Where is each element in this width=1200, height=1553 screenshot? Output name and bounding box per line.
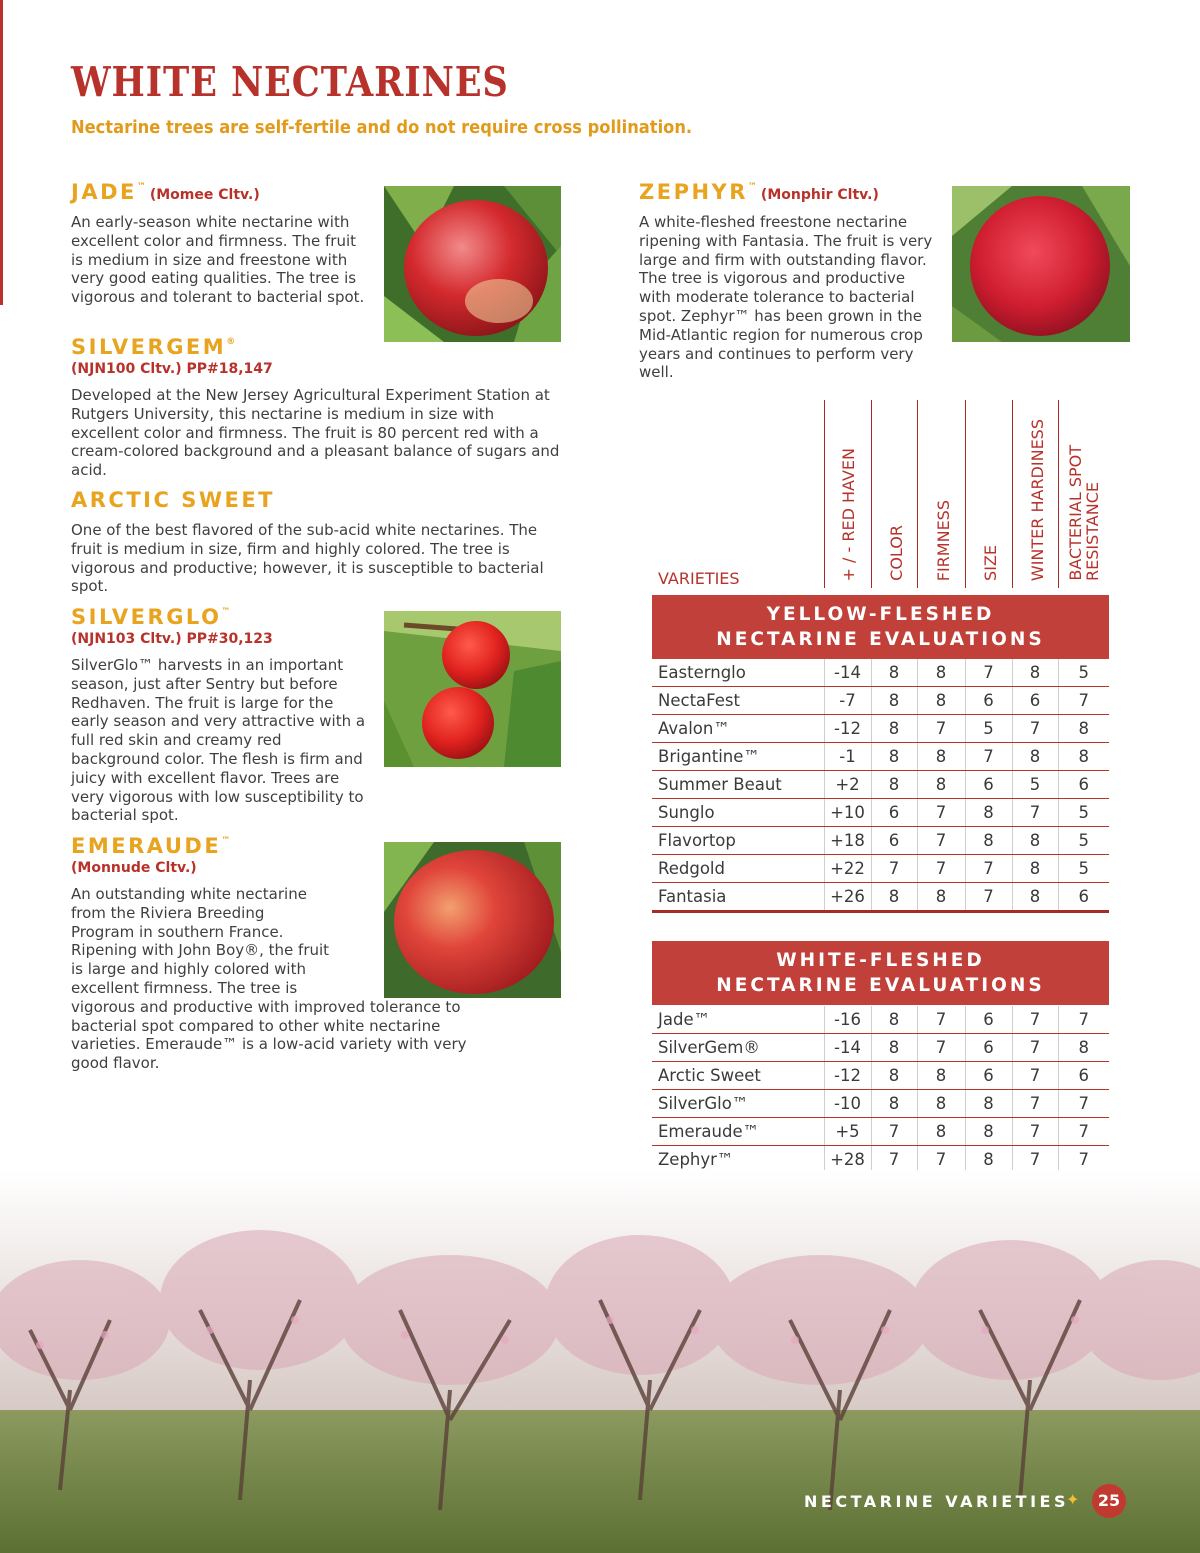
score-cell: -12 <box>824 715 871 743</box>
score-cell: 7 <box>1058 1146 1109 1175</box>
variety-silvergem <box>71 335 566 480</box>
table-row <box>652 855 1109 883</box>
score-cell: 7 <box>871 1118 917 1146</box>
score-cell: 5 <box>1058 855 1109 883</box>
table-row <box>652 687 1109 715</box>
score-cell: 8 <box>1058 743 1109 771</box>
variety-cell: Brigantine™ <box>652 743 824 771</box>
table-row <box>652 743 1109 771</box>
table-row <box>652 715 1109 743</box>
score-cell: 7 <box>1012 715 1058 743</box>
score-cell: 7 <box>965 743 1012 771</box>
score-cell: 8 <box>965 827 1012 855</box>
score-cell: 8 <box>917 1062 965 1090</box>
score-cell: 7 <box>1058 687 1109 715</box>
variety-cell: Zephyr™ <box>652 1146 824 1175</box>
table-row <box>652 1062 1109 1090</box>
score-cell: 7 <box>871 855 917 883</box>
band-title-line-2: NECTARINE EVALUATIONS <box>716 629 1045 650</box>
variety-description: A white-fleshed freestone nectarine ripening with Fantasia. The fruit is very large and firm with outstanding flavor. The tree is vigorous and productive with moderate tolerance to bacterial spot. Zephyr™ has been grown in the Mid-Atlantic region for numerous crop years and continues to perform very well. <box>639 213 933 382</box>
score-cell: 7 <box>1012 799 1058 827</box>
variety-cell: Summer Beaut <box>652 771 824 799</box>
score-cell: 7 <box>965 855 1012 883</box>
score-cell: 8 <box>965 1090 1012 1118</box>
variety-cell: SilverGem® <box>652 1034 824 1062</box>
score-cell: -14 <box>824 1034 871 1062</box>
silverglo-nectarine-photo <box>384 611 561 767</box>
column-header-red-haven: + / - RED HAVEN <box>839 447 858 581</box>
variety-description: One of the best flavored of the sub-acid white nectarines. The fruit is medium in size, firm and highly colored. The tree is vigorous and productive; however, it is susceptible to bacterial spot. <box>71 521 544 596</box>
score-cell: 7 <box>1012 1146 1058 1175</box>
table-row <box>652 883 1109 912</box>
score-cell: -10 <box>824 1090 871 1118</box>
band-title-line-1: YELLOW-FLESHED <box>766 604 995 625</box>
score-cell: 7 <box>917 827 965 855</box>
band-title-line-1: WHITE-FLESHED <box>776 950 985 971</box>
table-row <box>652 1006 1109 1034</box>
band-title-line-2: NECTARINE EVALUATIONS <box>716 975 1045 996</box>
variety-cell: Redgold <box>652 855 824 883</box>
score-cell: 8 <box>917 1118 965 1146</box>
yellow-fleshed-band <box>652 595 1109 659</box>
variety-cell: Flavortop <box>652 827 824 855</box>
score-cell: +26 <box>824 883 871 912</box>
score-cell: 8 <box>917 659 965 687</box>
score-cell: 8 <box>917 883 965 912</box>
variety-cultivar: (NJN100 Cltv.) PP#18,147 <box>71 361 273 377</box>
score-cell: 8 <box>917 687 965 715</box>
variety-cell: SilverGlo™ <box>652 1090 824 1118</box>
variety-description: SilverGlo™ harvests in an important season, just after Sentry but before Redhaven. The fruit is large for the early season and very attractive with a full red skin and creamy red background color. The flesh is firm and juicy with excellent flavor. Trees are very vigorous with low susceptibility to bacterial spot. <box>71 656 366 825</box>
variety-description: Developed at the New Jersey Agricultural Experiment Station at Rutgers University, this nectarine is medium in size with excellent color and firmness. The fruit is 80 percent red with a cream-colored background and a pleasant balance of sugars and acid. <box>71 386 560 480</box>
star-icon: ✦ <box>1066 1490 1080 1509</box>
score-cell: 7 <box>871 1146 917 1175</box>
score-cell: 7 <box>1012 1062 1058 1090</box>
score-cell: 7 <box>1012 1090 1058 1118</box>
column-header-firmness: FIRMNESS <box>934 499 953 581</box>
variety-zephyr <box>639 180 939 382</box>
score-cell: 8 <box>871 687 917 715</box>
variety-arctic-sweet <box>71 488 561 596</box>
score-cell: 8 <box>1012 855 1058 883</box>
score-cell: 6 <box>965 1006 1012 1034</box>
variety-cultivar: (Monnude Cltv.) <box>71 860 197 876</box>
variety-cultivar: (NJN103 Cltv.) PP#30,123 <box>71 631 273 647</box>
table-row <box>652 659 1109 687</box>
score-cell: 7 <box>965 883 1012 912</box>
score-cell: 8 <box>1058 715 1109 743</box>
score-cell: -1 <box>824 743 871 771</box>
variety-cultivar: (Momee Cltv.) <box>149 187 260 203</box>
zephyr-nectarine-photo <box>952 186 1130 342</box>
table-row <box>652 1034 1109 1062</box>
table-row <box>652 799 1109 827</box>
score-cell: 8 <box>917 1090 965 1118</box>
score-cell: 8 <box>871 771 917 799</box>
score-cell: 7 <box>1058 1090 1109 1118</box>
score-cell: 8 <box>965 799 1012 827</box>
score-cell: -16 <box>824 1006 871 1034</box>
variety-cell: Fantasia <box>652 883 824 912</box>
column-header-resistance: RESISTANCE <box>1083 482 1102 581</box>
white-fleshed-band <box>652 941 1109 1005</box>
score-cell: 8 <box>917 743 965 771</box>
score-cell: 8 <box>871 1034 917 1062</box>
page-subtitle: Nectarine trees are self-fertile and do not require cross pollination. <box>71 118 693 138</box>
column-header-size: SIZE <box>981 545 1000 581</box>
page-number-badge: 25 <box>1092 1484 1126 1518</box>
score-cell: 8 <box>1012 827 1058 855</box>
score-cell: 7 <box>965 659 1012 687</box>
score-cell: +28 <box>824 1146 871 1175</box>
variety-cultivar: (Monphir Cltv.) <box>760 187 879 203</box>
variety-name: ZEPHYR™ (Monphir Cltv.) <box>639 180 879 204</box>
score-cell: -14 <box>824 659 871 687</box>
score-cell: 8 <box>871 1006 917 1034</box>
score-cell: 6 <box>965 1034 1012 1062</box>
varieties-column-header: VARIETIES <box>658 569 740 588</box>
score-cell: 8 <box>871 1062 917 1090</box>
score-cell: +5 <box>824 1118 871 1146</box>
variety-name: JADE™ (Momee Cltv.) <box>71 180 260 204</box>
variety-cell: Jade™ <box>652 1006 824 1034</box>
score-cell: 7 <box>917 1034 965 1062</box>
table-row <box>652 771 1109 799</box>
score-cell: 7 <box>1012 1034 1058 1062</box>
variety-name: SILVERGEM® <box>71 335 236 359</box>
table-row <box>652 827 1109 855</box>
score-cell: +2 <box>824 771 871 799</box>
column-header-bacterial-spot: BACTERIAL SPOT <box>1066 445 1085 581</box>
score-cell: 7 <box>1058 1118 1109 1146</box>
variety-cell: Arctic Sweet <box>652 1062 824 1090</box>
column-header-winter-hardiness: WINTER HARDINESS <box>1028 418 1047 581</box>
score-cell: 8 <box>965 1118 1012 1146</box>
table-row <box>652 1118 1109 1146</box>
score-cell: 7 <box>1012 1006 1058 1034</box>
white-fleshed-table <box>652 1006 1109 1176</box>
score-cell: 6 <box>965 1062 1012 1090</box>
variety-name: ARCTIC SWEET <box>71 488 275 512</box>
variety-cell: Avalon™ <box>652 715 824 743</box>
score-cell: 6 <box>965 687 1012 715</box>
score-cell: 8 <box>917 771 965 799</box>
variety-description: An early-season white nectarine with excellent color and firmness. The fruit is medium in size and freestone with very good eating qualities. The tree is vigorous and tolerant to bacterial spot. <box>71 213 365 307</box>
variety-description: An outstanding white nectarine from the Riviera Breeding Program in southern France. Ripening with John Boy®, the fruit is large and highly colored with excellent firmness. The tree is vigorous and productive with improved tolerance to bacterial spot compared to other white nectarine varieties. Emeraude™ is a low-acid variety with very good flavor. <box>71 885 467 1073</box>
variety-cell: NectaFest <box>652 687 824 715</box>
score-cell: 5 <box>1058 799 1109 827</box>
variety-cell: Emeraude™ <box>652 1118 824 1146</box>
score-cell: 6 <box>1058 883 1109 912</box>
variety-name: SILVERGLO™ <box>71 605 231 629</box>
score-cell: 5 <box>1012 771 1058 799</box>
left-accent-rule <box>0 0 3 305</box>
score-cell: -12 <box>824 1062 871 1090</box>
score-cell: 5 <box>965 715 1012 743</box>
page-title: WHITE NECTARINES <box>71 58 509 106</box>
table-row <box>652 1090 1109 1118</box>
jade-nectarine-photo <box>384 186 561 342</box>
score-cell: 8 <box>1012 743 1058 771</box>
score-cell: +10 <box>824 799 871 827</box>
score-cell: 8 <box>871 1090 917 1118</box>
score-cell: 8 <box>871 743 917 771</box>
variety-cell: Sunglo <box>652 799 824 827</box>
yellow-fleshed-table <box>652 659 1109 913</box>
score-cell: 6 <box>965 771 1012 799</box>
score-cell: 7 <box>917 715 965 743</box>
score-cell: 7 <box>1012 1118 1058 1146</box>
score-cell: 8 <box>871 883 917 912</box>
score-cell: 6 <box>871 799 917 827</box>
score-cell: 8 <box>1012 659 1058 687</box>
score-cell: 7 <box>917 799 965 827</box>
score-cell: 7 <box>917 1006 965 1034</box>
score-cell: 5 <box>1058 827 1109 855</box>
variety-cell: Easternglo <box>652 659 824 687</box>
emeraude-nectarine-photo <box>384 842 561 998</box>
score-cell: 8 <box>965 1146 1012 1175</box>
score-cell: 6 <box>1012 687 1058 715</box>
variety-silverglo <box>71 605 367 825</box>
score-cell: 6 <box>871 827 917 855</box>
score-cell: 8 <box>871 715 917 743</box>
column-header-color: COLOR <box>887 525 906 581</box>
score-cell: 5 <box>1058 659 1109 687</box>
score-cell: 6 <box>1058 1062 1109 1090</box>
score-cell: 8 <box>1012 883 1058 912</box>
variety-jade <box>71 180 371 307</box>
footer-section-label: NECTARINE VARIETIES <box>804 1492 1069 1511</box>
score-cell: 7 <box>917 1146 965 1175</box>
score-cell: 7 <box>1058 1006 1109 1034</box>
score-cell: 8 <box>871 659 917 687</box>
score-cell: 7 <box>917 855 965 883</box>
score-cell: 8 <box>1058 1034 1109 1062</box>
score-cell: +18 <box>824 827 871 855</box>
score-cell: +22 <box>824 855 871 883</box>
variety-name: EMERAUDE™ <box>71 834 231 858</box>
score-cell: 6 <box>1058 771 1109 799</box>
score-cell: -7 <box>824 687 871 715</box>
